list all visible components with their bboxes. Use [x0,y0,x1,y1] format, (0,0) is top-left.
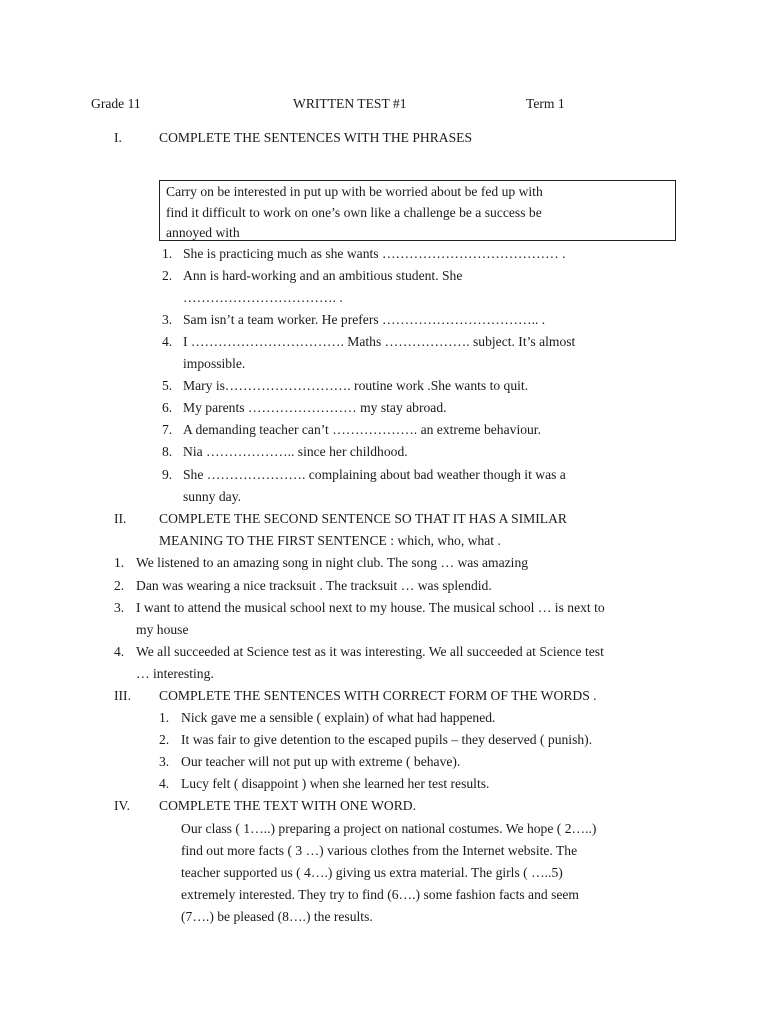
section-4-numeral: IV. [114,798,130,813]
item-number: 4. [114,644,125,659]
list-item: She is practicing much as she wants ………………………………… . [183,246,566,261]
item-number: 7. [162,422,173,437]
list-item-continuation: ……………………………. . [183,290,343,305]
list-item: It was fair to give detention to the escaped pupils – they deserved ( punish). [181,732,593,747]
item-number: 4. [162,334,173,349]
test-title: WRITTEN TEST #1 [293,96,407,111]
list-item: Ann is hard-working and an ambitious student. She [183,268,463,283]
paragraph-line: find out more facts ( 3 …) various clothes from the Internet website. The [181,843,578,858]
section-1-numeral: I. [114,130,122,145]
section-2-heading: MEANING TO THE FIRST SENTENCE : which, who, what . [159,533,501,548]
phrase-box-line: find it difficult to work on one’s own like a challenge be a success be [166,205,542,220]
item-number: 8. [162,444,173,459]
paragraph-line: (7….) be pleased (8….) the results. [181,909,373,924]
section-4-heading: COMPLETE THE TEXT WITH ONE WORD. [159,798,417,813]
item-number: 1. [162,246,173,261]
paragraph-line: Our class ( 1…..) preparing a project on national costumes. We hope ( 2…..) [181,821,597,836]
list-item-continuation: impossible. [183,356,246,371]
item-number: 6. [162,400,173,415]
section-3-heading: COMPLETE THE SENTENCES WITH CORRECT FORM OF THE WORDS . [159,688,597,703]
grade-label: Grade 11 [91,96,141,111]
list-item: My parents …………………… my stay abroad. [183,400,447,415]
item-number: 9. [162,467,173,482]
item-number: 3. [159,754,170,769]
paragraph-line: extremely interested. They try to find (6….) some fashion facts and seem [181,887,580,902]
list-item: Mary is………………………. routine work .She wants to quit. [183,378,529,393]
list-item-continuation: … interesting. [136,666,214,681]
section-2-heading: COMPLETE THE SECOND SENTENCE SO THAT IT HAS A SIMILAR [159,511,567,526]
section-1-heading: COMPLETE THE SENTENCES WITH THE PHRASES [159,130,473,145]
list-item: Our teacher will not put up with extreme ( behave). [181,754,461,769]
item-number: 2. [114,578,125,593]
list-item: A demanding teacher can’t ………………. an extreme behaviour. [183,422,541,437]
list-item-continuation: my house [136,622,189,637]
list-item: Lucy felt ( disappoint ) when she learned her test results. [181,776,490,791]
item-number: 5. [162,378,173,393]
list-item: Nia ……………….. since her childhood. [183,444,408,459]
item-number: 3. [114,600,125,615]
list-item: We all succeeded at Science test as it was interesting. We all succeeded at Science test [136,644,604,659]
list-item: Sam isn’t a team worker. He prefers …………………………….. . [183,312,546,327]
list-item: Nick gave me a sensible ( explain) of what had happened. [181,710,496,725]
term-label: Term 1 [526,96,565,111]
item-number: 1. [114,555,125,570]
list-item-continuation: sunny day. [183,489,242,504]
item-number: 2. [159,732,170,747]
item-number: 4. [159,776,170,791]
list-item: Dan was wearing a nice tracksuit . The tracksuit … was splendid. [136,578,492,593]
phrase-box-line: Carry on be interested in put up with be worried about be fed up with [166,184,543,199]
section-2-numeral: II. [114,511,127,526]
item-number: 1. [159,710,170,725]
item-number: 2. [162,268,173,283]
list-item: We listened to an amazing song in night club. The song … was amazing [136,555,529,570]
list-item: I want to attend the musical school next to my house. The musical school … is next to [136,600,605,615]
list-item: She …………………. complaining about bad weather though it was a [183,467,566,482]
section-3-numeral: III. [114,688,131,703]
phrase-box-line: annoyed with [166,225,240,240]
list-item: I ……………………………. Maths ………………. subject. It’s almost [183,334,576,349]
paragraph-line: teacher supported us ( 4….) giving us extra material. The girls ( …..5) [181,865,563,880]
item-number: 3. [162,312,173,327]
